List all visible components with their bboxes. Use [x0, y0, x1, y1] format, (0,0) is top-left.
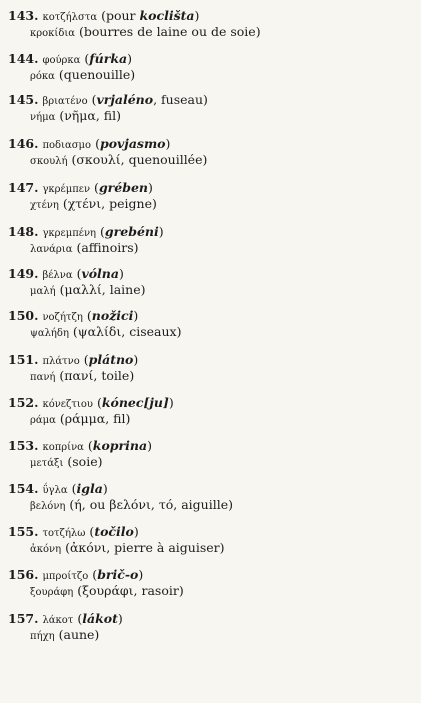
gloss-prefix: (	[84, 51, 90, 66]
gloss-prefix: (pour	[101, 8, 140, 23]
gloss-prefix: (	[83, 352, 89, 367]
greek-transcription: γκρεμπένη	[42, 228, 97, 239]
slavic-form: lákot	[82, 611, 118, 626]
gloss-suffix: , fuseau)	[153, 92, 208, 107]
french-gloss: (ἀκόνι, pierre à aiguiser)	[65, 540, 225, 555]
french-gloss: (ξουράφι, rasoir)	[77, 583, 184, 598]
slavic-form: plátno	[88, 352, 134, 367]
entry-translation-line	[30, 368, 134, 385]
entry-headword-line	[8, 567, 143, 584]
gloss-suffix: )	[165, 136, 171, 151]
entry-headword-line	[8, 266, 124, 283]
entry-number: 146.	[8, 136, 39, 151]
greek-transcription: τοτζήλω	[42, 528, 86, 539]
greek-transcription: ποδιασμο	[42, 140, 92, 151]
gloss-suffix: )	[194, 8, 200, 23]
entry-number: 147.	[8, 180, 39, 195]
entry-translation-line	[30, 24, 261, 41]
entry-translation-line	[30, 411, 130, 428]
greek-equivalent: ξουράφη	[30, 587, 74, 598]
greek-transcription: βέλνα	[42, 270, 73, 281]
greek-equivalent: ρόκα	[30, 71, 55, 82]
greek-transcription: ΰγλα	[42, 485, 68, 496]
greek-transcription: κόνεζτιου	[42, 399, 93, 410]
french-gloss: (μαλλί, laine)	[59, 282, 146, 297]
entry-headword-line	[8, 308, 138, 325]
entry-number: 144.	[8, 51, 39, 66]
entry-number: 157.	[8, 611, 39, 626]
entry-number: 149.	[8, 266, 39, 281]
french-gloss: (aune)	[58, 627, 100, 642]
entry-translation-line	[30, 583, 184, 600]
greek-equivalent: ψαλήδη	[30, 328, 69, 339]
entry-headword-line	[8, 438, 152, 455]
french-gloss: (ράμμα, fil)	[59, 411, 131, 426]
french-gloss: (χτένι, peigne)	[62, 196, 157, 211]
slavic-form: nožici	[91, 308, 134, 323]
greek-transcription: λάκοτ	[42, 615, 74, 626]
gloss-suffix: )	[138, 567, 144, 582]
gloss-prefix: (	[91, 92, 97, 107]
entry-translation-line	[30, 627, 99, 644]
french-gloss: (affinoirs)	[76, 240, 139, 255]
french-gloss: (soie)	[67, 454, 103, 469]
french-gloss: (bourres de laine ou de soie)	[79, 24, 261, 39]
gloss-prefix: (	[89, 524, 95, 539]
french-gloss: (ή, ou βελόνι, τό, aiguille)	[69, 497, 233, 512]
slavic-form: brič-o	[97, 567, 139, 582]
greek-equivalent: χτένη	[30, 200, 59, 211]
entry-headword-line	[8, 352, 138, 369]
entry-number: 153.	[8, 438, 39, 453]
entry-translation-line	[30, 67, 135, 84]
slavic-form: igla	[76, 481, 103, 496]
greek-equivalent: σκουλή	[30, 156, 68, 167]
french-gloss: (quenouille)	[58, 67, 136, 82]
gloss-suffix: )	[119, 266, 124, 281]
entry-number: 154.	[8, 481, 39, 496]
entry-number: 151.	[8, 352, 39, 367]
greek-equivalent: κροκίδια	[30, 28, 76, 39]
entry-headword-line	[8, 8, 199, 25]
entry-translation-line	[30, 540, 225, 557]
greek-equivalent: λανάρια	[30, 244, 73, 255]
greek-equivalent: ράμα	[30, 415, 56, 426]
gloss-prefix: (	[77, 611, 83, 626]
slavic-form: vólna	[81, 266, 119, 281]
gloss-prefix: (	[86, 308, 92, 323]
entry-number: 152.	[8, 395, 39, 410]
french-gloss: (ψαλίδι, ciseaux)	[72, 324, 182, 339]
greek-transcription: φούρκα	[42, 55, 81, 66]
entry-translation-line	[30, 152, 207, 169]
greek-transcription: κοπρίνα	[42, 442, 84, 453]
slavic-form: vrjaléno	[96, 92, 154, 107]
gloss-prefix: (	[92, 567, 98, 582]
entry-translation-line	[30, 196, 157, 213]
entry-headword-line	[8, 481, 108, 498]
slavic-form: grebéni	[104, 224, 159, 239]
greek-equivalent: ἀκόνη	[30, 544, 62, 555]
greek-transcription: κοτζήλστα	[42, 12, 98, 23]
greek-transcription: πλάτνο	[42, 356, 80, 367]
gloss-suffix: )	[102, 481, 108, 496]
slavic-form: povjasmo	[99, 136, 166, 151]
entry-headword-line	[8, 92, 208, 109]
gloss-suffix: )	[133, 352, 139, 367]
entry-headword-line	[8, 224, 164, 241]
entry-headword-line	[8, 180, 153, 197]
gloss-prefix: (	[96, 395, 102, 410]
french-gloss: (νῆμα, fil)	[59, 108, 122, 123]
entry-number: 148.	[8, 224, 39, 239]
entry-translation-line	[30, 240, 139, 257]
slavic-form: kónec[ju]	[101, 395, 169, 410]
greek-transcription: γκρέμπεν	[42, 184, 91, 195]
entry-headword-line	[8, 395, 174, 412]
greek-transcription: μπροίτζο	[42, 571, 89, 582]
gloss-prefix: (	[71, 481, 77, 496]
gloss-suffix: )	[148, 180, 153, 195]
entry-translation-line	[30, 108, 121, 125]
gloss-suffix: )	[127, 51, 132, 66]
entry-number: 143.	[8, 8, 39, 23]
greek-equivalent: νήμα	[30, 112, 56, 123]
entry-headword-line	[8, 611, 123, 628]
entry-number: 150.	[8, 308, 39, 323]
gloss-prefix: (	[76, 266, 82, 281]
slavic-form: grében	[98, 180, 148, 195]
gloss-suffix: )	[133, 524, 139, 539]
gloss-suffix: )	[158, 224, 164, 239]
gloss-prefix: (	[95, 136, 100, 151]
entry-number: 145.	[8, 92, 39, 107]
entry-translation-line	[30, 282, 146, 299]
gloss-suffix: )	[168, 395, 174, 410]
gloss-prefix: (	[87, 438, 93, 453]
gloss-suffix: )	[147, 438, 152, 453]
entry-translation-line	[30, 454, 102, 471]
greek-transcription: νοζήτζη	[42, 312, 83, 323]
entry-headword-line	[8, 524, 139, 541]
greek-equivalent: μετάξι	[30, 458, 64, 469]
gloss-prefix: (	[94, 180, 99, 195]
entry-number: 155.	[8, 524, 39, 539]
slavic-form: fúrka	[89, 51, 128, 66]
entry-translation-line	[30, 497, 233, 514]
slavic-form: točilo	[94, 524, 134, 539]
entry-translation-line	[30, 324, 181, 341]
greek-equivalent: μαλή	[30, 286, 56, 297]
french-gloss: (σκουλί, quenouillée)	[71, 152, 208, 167]
greek-transcription: βριατένο	[42, 96, 88, 107]
greek-equivalent: πήχη	[30, 631, 55, 642]
entry-number: 156.	[8, 567, 39, 582]
gloss-suffix: )	[117, 611, 123, 626]
slavic-form: koprina	[92, 438, 148, 453]
gloss-prefix: (	[100, 224, 105, 239]
slavic-form: koclišta	[139, 8, 195, 23]
greek-equivalent: πανή	[30, 372, 56, 383]
french-gloss: (πανί, toile)	[59, 368, 135, 383]
gloss-suffix: )	[133, 308, 139, 323]
entry-headword-line	[8, 136, 170, 153]
entry-headword-line	[8, 51, 132, 68]
greek-equivalent: βελόνη	[30, 501, 66, 512]
